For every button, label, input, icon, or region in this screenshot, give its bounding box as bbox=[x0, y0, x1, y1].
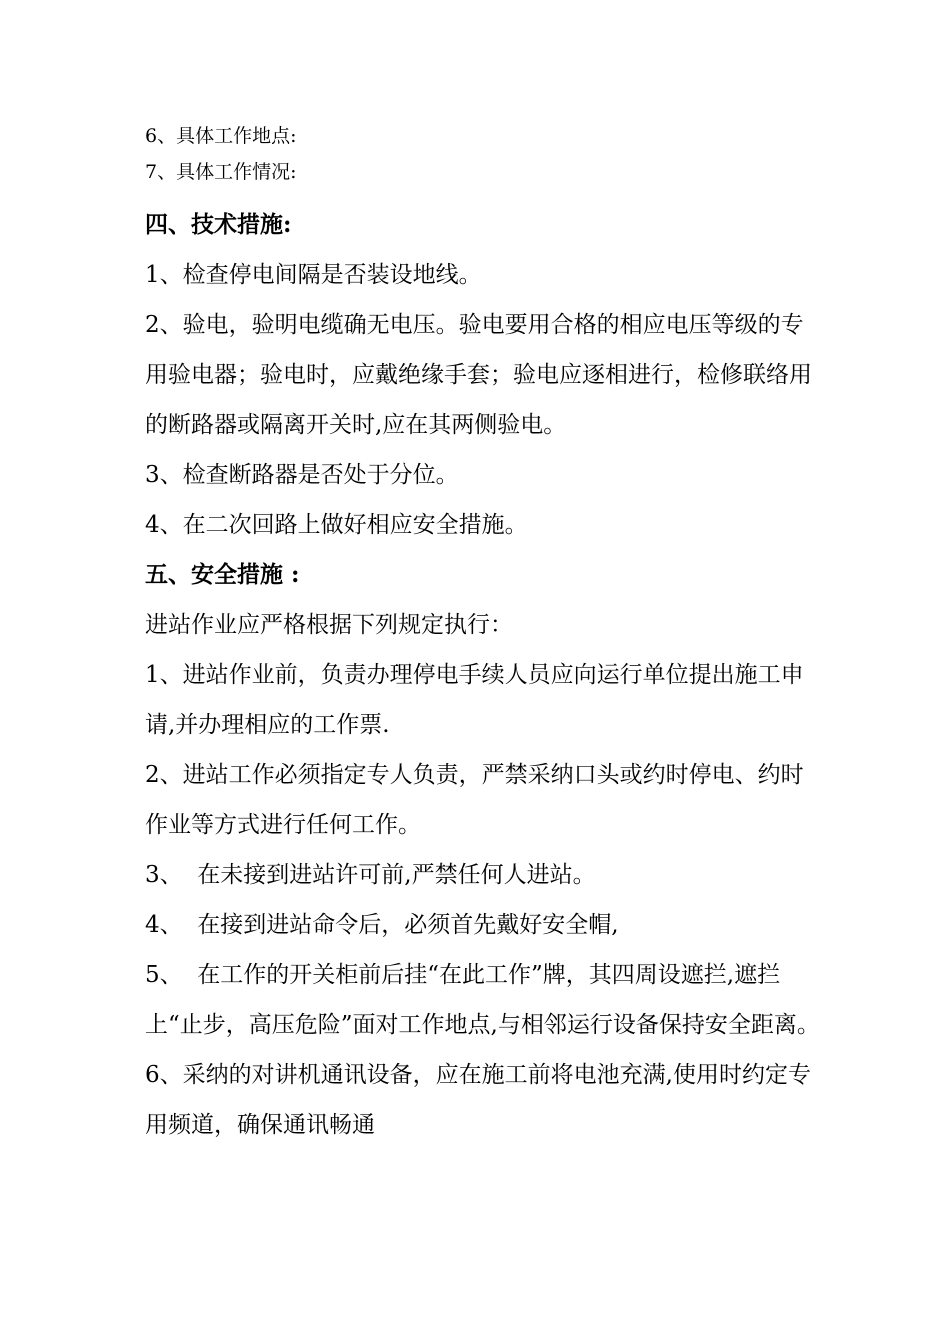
safety-measures-heading: 五、安全措施 : bbox=[145, 561, 300, 588]
work-location-line: 6、具体工作地点: bbox=[145, 125, 297, 147]
technical-measures-heading: 四、技术措施: bbox=[145, 211, 292, 238]
safety-item-1: 1、进站作业前，负责办理停电手续人员应向运行单位提出施工申请,并办理相应的工作票. bbox=[145, 662, 804, 738]
safety-intro: 进站作业应严格根据下列规定执行： bbox=[145, 612, 513, 638]
technical-item-4: 4、在二次回路上做好相应安全措施。 bbox=[145, 512, 528, 538]
technical-item-1: 1、检查停电间隔是否装设地线。 bbox=[145, 262, 482, 288]
technical-item-3: 3、检查断路器是否处于分位。 bbox=[145, 462, 459, 488]
safety-item-3: 3、 在未接到进站许可前,严禁任何人进站。 bbox=[145, 862, 596, 888]
safety-item-4: 4、 在接到进站命令后，必须首先戴好安全帽, bbox=[145, 912, 619, 938]
safety-item-2: 2、进站工作必须指定专人负责，严禁采纳口头或约时停电、约时作业等方式进行任何工作。 bbox=[145, 762, 804, 838]
safety-item-6: 6、采纳的对讲机通讯设备，应在施工前将电池充满,使用时约定专用频道，确保通讯畅通 bbox=[145, 1062, 811, 1138]
safety-item-5: 5、 在工作的开关柜前后挂“在此工作”牌，其四周设遮拦,遮拦上“止步，高压危险”面对工作地点,与相邻运行设备保持安全距离。 bbox=[145, 962, 820, 1038]
work-situation-line: 7、具体工作情况: bbox=[145, 161, 297, 183]
document-body bbox=[145, 118, 825, 1150]
technical-item-2: 2、验电，验明电缆确无电压。验电要用合格的相应电压等级的专用验电器；验电时，应戴绝缘手套；验电应逐相进行，检修联络用的断路器或隔离开关时,应在其两侧验电。 bbox=[145, 312, 812, 438]
